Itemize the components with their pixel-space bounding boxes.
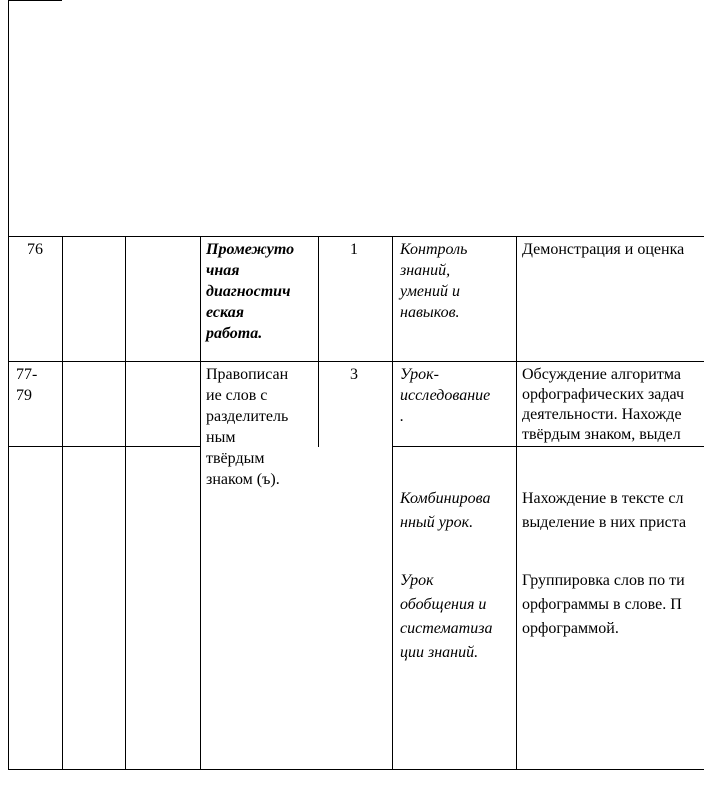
col-line-2 xyxy=(125,236,126,770)
lesson-topic: Промежуто чная диагностич еская работа. xyxy=(206,241,295,342)
lesson-activity: Демонстрация и оценка xyxy=(522,241,685,258)
col-line-6 xyxy=(516,236,517,770)
sub-row-divider-right xyxy=(392,446,704,447)
lesson-topic: Правописан ие слов с разделитель ным твёрдым знаком (ъ). xyxy=(206,366,289,488)
lesson-number: 76 xyxy=(27,241,43,258)
row-divider-77 xyxy=(8,361,704,362)
col-line-5 xyxy=(392,236,393,770)
lesson-activity-line: выделение в них приста xyxy=(522,514,687,531)
lesson-activity-line: Нахождение в тексте сл xyxy=(522,490,684,507)
sub-row-divider-left xyxy=(8,446,200,447)
lesson-number: 77- 79 xyxy=(16,366,38,404)
lesson-activity-line: деятельности. Нахожде xyxy=(522,406,682,423)
lesson-type: Комбинирова нный урок. xyxy=(400,490,491,531)
lesson-activity-line: Обсуждение алгоритма xyxy=(522,366,681,383)
top-corner-line xyxy=(8,0,62,1)
lesson-activity-line: твёрдым знаком, выдел xyxy=(522,426,681,443)
lesson-type: Урок обобщения и систематиза ции знаний. xyxy=(400,572,493,661)
col-line-1 xyxy=(62,236,63,770)
lesson-activity-line: орфограммы в слове. П xyxy=(522,596,682,613)
lesson-activity-line: орфографических задач xyxy=(522,386,685,403)
lesson-type: Контроль знаний, умений и навыков. xyxy=(400,241,468,321)
row-divider-76 xyxy=(8,236,704,237)
col-line-3 xyxy=(200,236,201,770)
lesson-activity-line: Группировка слов по ти xyxy=(522,572,685,589)
lesson-type: Урок- исследование . xyxy=(400,366,491,425)
table-bottom-border xyxy=(8,769,704,770)
table-left-border xyxy=(8,0,9,770)
lesson-activity-line: орфограммой. xyxy=(522,620,619,637)
col-line-4 xyxy=(318,236,319,447)
lesson-hours: 1 xyxy=(350,241,358,258)
lesson-hours: 3 xyxy=(350,366,358,383)
